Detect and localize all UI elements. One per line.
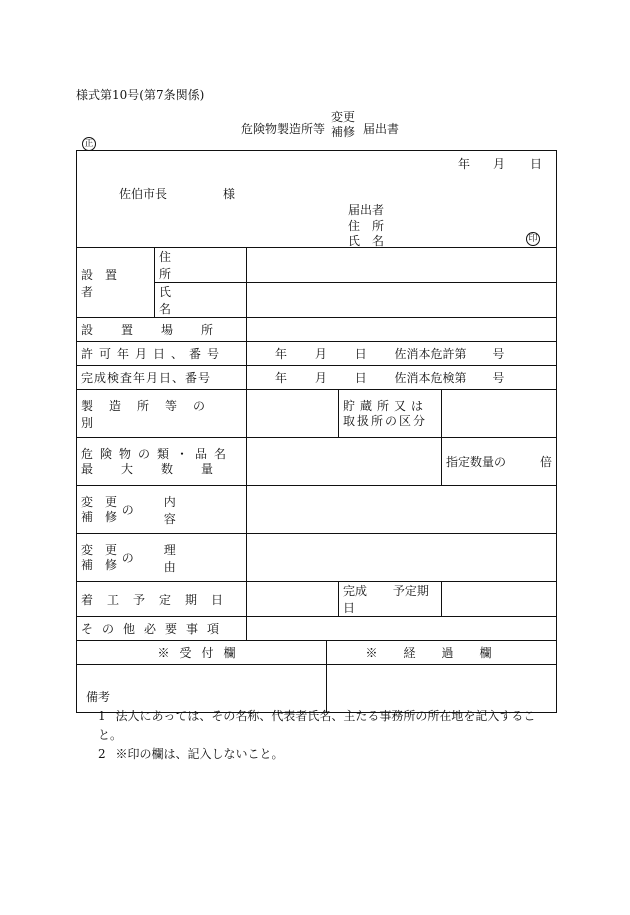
change-text-2: 変 更	[81, 542, 118, 557]
remark-2-text: ※印の欄は、記入しないこと。	[115, 747, 284, 761]
start-date-field[interactable]	[247, 582, 339, 617]
storage-type-text-2: 取扱所の区分	[343, 413, 428, 428]
reason-text: 理由	[163, 542, 212, 574]
location-field[interactable]	[247, 318, 557, 342]
of-text-1: の	[121, 503, 134, 517]
remark-item-2	[86, 745, 556, 764]
start-date-text: 着工予定期日	[81, 592, 238, 607]
facility-type-field[interactable]	[247, 390, 339, 438]
permit-year: 年	[275, 347, 288, 361]
times-text: 倍	[540, 455, 553, 469]
inspection-date-text: 完成検査年月日、番号	[81, 371, 212, 385]
completion-text: 完成	[343, 584, 368, 598]
content-text: 内容	[163, 494, 212, 526]
progress-text: ※経過欄	[365, 646, 518, 660]
remark-item-1	[86, 707, 556, 726]
title-suffix: 届出書	[363, 122, 400, 136]
title-options	[331, 110, 355, 140]
planned-date-text: 予定期日	[343, 584, 429, 615]
notification-form-table	[76, 150, 557, 713]
addressee-honorific: 様	[223, 187, 236, 201]
applicant-name-label[interactable]: 氏 名	[348, 234, 385, 248]
reception-header	[77, 641, 327, 665]
installer-address-text: 住所	[159, 250, 228, 281]
storage-type-label	[339, 390, 442, 438]
completion-date-field[interactable]	[442, 582, 557, 617]
date-month[interactable]: 月	[493, 157, 506, 171]
addressee: 佐伯市長	[119, 187, 168, 201]
designated-quantity-text: 指定数量の	[446, 455, 507, 469]
date-day[interactable]: 日	[530, 157, 543, 171]
remark-1-number: 1	[98, 709, 106, 723]
permit-date-text: 許可年月日、番号	[81, 347, 226, 361]
location-text: 設置場所	[81, 323, 242, 337]
hazmat-field[interactable]	[247, 438, 442, 486]
remarks-heading: 備考	[86, 690, 111, 704]
change-reason-label	[77, 534, 247, 582]
inspection-month: 月	[314, 371, 327, 385]
repair-text-1: 補 修	[81, 509, 118, 524]
permit-day: 日	[354, 347, 367, 361]
inspection-number-suffix: 号	[492, 371, 505, 385]
other-items-label	[77, 617, 247, 641]
inspection-number-prefix: 佐消本危検第	[394, 371, 467, 385]
remarks-section	[86, 688, 556, 764]
change-reason-field[interactable]	[247, 534, 557, 582]
installer-text: 設置者	[81, 267, 130, 299]
completion-date-label	[339, 582, 442, 617]
designated-quantity-cell[interactable]	[442, 438, 557, 486]
applicant-label: 届出者	[348, 203, 385, 217]
inspection-date-field[interactable]	[247, 366, 557, 390]
remark-2-number: 2	[98, 747, 106, 761]
title-option-repair: 補修	[331, 125, 356, 139]
other-items-text: その他必要事項	[81, 622, 229, 636]
installer-name-field[interactable]	[247, 283, 557, 318]
change-text-1: 変 更	[81, 494, 118, 509]
storage-type-text-1: 貯蔵所又は	[343, 398, 429, 413]
change-content-field[interactable]	[247, 486, 557, 534]
hazmat-label	[77, 438, 247, 486]
repair-text-2: 補 修	[81, 557, 118, 572]
facility-type-label	[77, 390, 247, 438]
installer-address-label	[155, 248, 247, 283]
storage-type-field[interactable]	[442, 390, 557, 438]
applicant-seal-icon: 印	[526, 232, 540, 246]
location-label	[77, 318, 247, 342]
date-year[interactable]: 年	[458, 157, 471, 171]
permit-date-label	[77, 342, 247, 366]
inspection-day: 日	[354, 371, 367, 385]
other-items-field[interactable]	[247, 617, 557, 641]
inspection-date-label	[77, 366, 247, 390]
reception-text: ※受付欄	[157, 646, 246, 660]
form-number: 様式第10号(第7条関係)	[76, 88, 205, 102]
installer-address-field[interactable]	[247, 248, 557, 283]
permit-month: 月	[314, 347, 327, 361]
start-date-label	[77, 582, 247, 617]
hazmat-type-text: 危険物の類・品名	[81, 446, 234, 461]
hazmat-max-qty-text: 最大数量	[81, 461, 242, 476]
permit-number-suffix: 号	[492, 347, 505, 361]
remark-item-1-continued: と。	[98, 728, 123, 742]
permit-date-field[interactable]	[247, 342, 557, 366]
original-seal-icon: 正	[82, 137, 96, 151]
form-title: 危険物製造所等	[241, 122, 326, 136]
progress-header	[327, 641, 557, 665]
installer-name-text: 氏名	[159, 285, 228, 316]
remark-1-text: 法人にあっては、その名称、代表者氏名、主たる事務所の所在地を記入するこ	[115, 709, 536, 723]
form-header-cell	[77, 151, 557, 248]
change-content-label	[77, 486, 247, 534]
of-text-2: の	[121, 551, 134, 565]
installer-name-label	[155, 283, 247, 318]
applicant-address-label[interactable]: 住 所	[348, 219, 385, 233]
title-option-change: 変更	[331, 110, 356, 124]
inspection-year: 年	[275, 371, 288, 385]
permit-number-prefix: 佐消本危許第	[394, 347, 467, 361]
installer-label	[77, 248, 155, 318]
facility-type-text: 製造所等の別	[81, 398, 222, 430]
